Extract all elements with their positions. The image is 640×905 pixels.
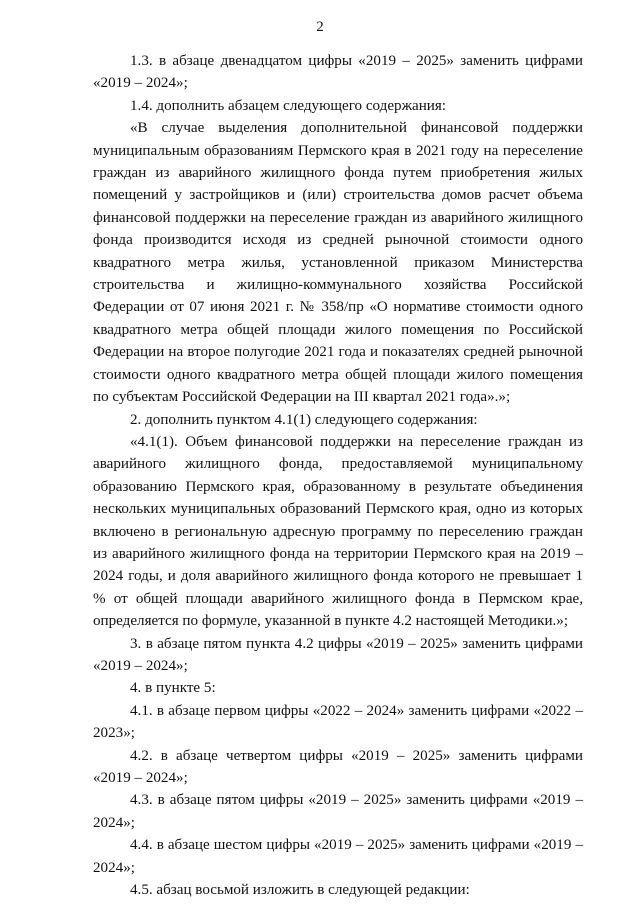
paragraph-4-4: 4.4. в абзаце шестом цифры «2019 – 2025» заменить цифрами «2019 – 2024»; (93, 837, 583, 876)
paragraph-4-3: 4.3. в абзаце пятом цифры «2019 – 2025» заменить цифрами «2019 – 2024»; (93, 792, 583, 831)
paragraph-1-4: 1.4. дополнить абзацем следующего содержания: (130, 97, 446, 114)
paragraph-3: 3. в абзаце пятом пункта 4.2 цифры «2019 – 2025» заменить цифрами «2019 – 2024»; (93, 635, 583, 674)
paragraph-4-1: 4.1. в абзаце первом цифры «2022 – 2024» заменить цифрами «2022 – 2023»; (93, 702, 583, 742)
paragraph-4-5: 4.5. абзац восьмой изложить в следующей редакции: (130, 882, 470, 899)
paragraph-quoted-addition: «В случае выделения дополнительной финансовой поддержки муниципальным образованиям Пермского края в 2021 году на переселение граждан из аварийного жилищного фонда путем приобретения жилых помещений у застройщиков и (или) строительства домов расчет объема финансовой поддержки на переселение граждан из аварийного жилищного фонда производится исходя из средней рыночной стоимости одного квадратного метра жилья, установленной приказом Министерства строительства и жилищно-коммунального хозяйства Российской Федерации от 07 июня 2021 г. № 358/пр «О нормативе стоимости одного квадратного метра общей площади жилого помещения по Российской Федерации на второе полугодие 2021 года и показателях средней рыночной стоимости одного квадратного метра общей площади жилого помещения по субъектам Российской Федерации на III квартал 2021 года».»; (93, 120, 583, 406)
paragraph-4-2: 4.2. в абзаце четвертом цифры «2019 – 2025» заменить цифрами «2019 – 2024»; (93, 747, 583, 786)
paragraph-2: 2. дополнить пунктом 4.1(1) следующего содержания: (130, 411, 478, 428)
paragraph-4-1-1-quote: «4.1(1). Объем финансовой поддержки на переселение граждан из аварийного жилищного фонда, предоставляемой муниципальному образованию Пермского края, образованному в результате объединения нескольких муниципальных образований Пермского края, одно из которых включено в региональную адресную программу по переселению граждан из аварийного жилищного фонда на территории Пермского края на 2019 – 2024 годы, и доля аварийного жилищного фонда которого не превышает 1 % от общей площади аварийного жилищного фонда в Пермском крае, определяется по формуле, указанной в пункте 4.2 настоящей Методики.»; (93, 433, 583, 630)
document-body (93, 50, 583, 901)
paragraph-4: 4. в пункте 5: (130, 680, 216, 697)
paragraph-1-3: 1.3. в абзаце двенадцатом цифры «2019 – 2025» заменить цифрами «2019 – 2024»; (93, 53, 583, 92)
page-number: 2 (316, 19, 324, 35)
